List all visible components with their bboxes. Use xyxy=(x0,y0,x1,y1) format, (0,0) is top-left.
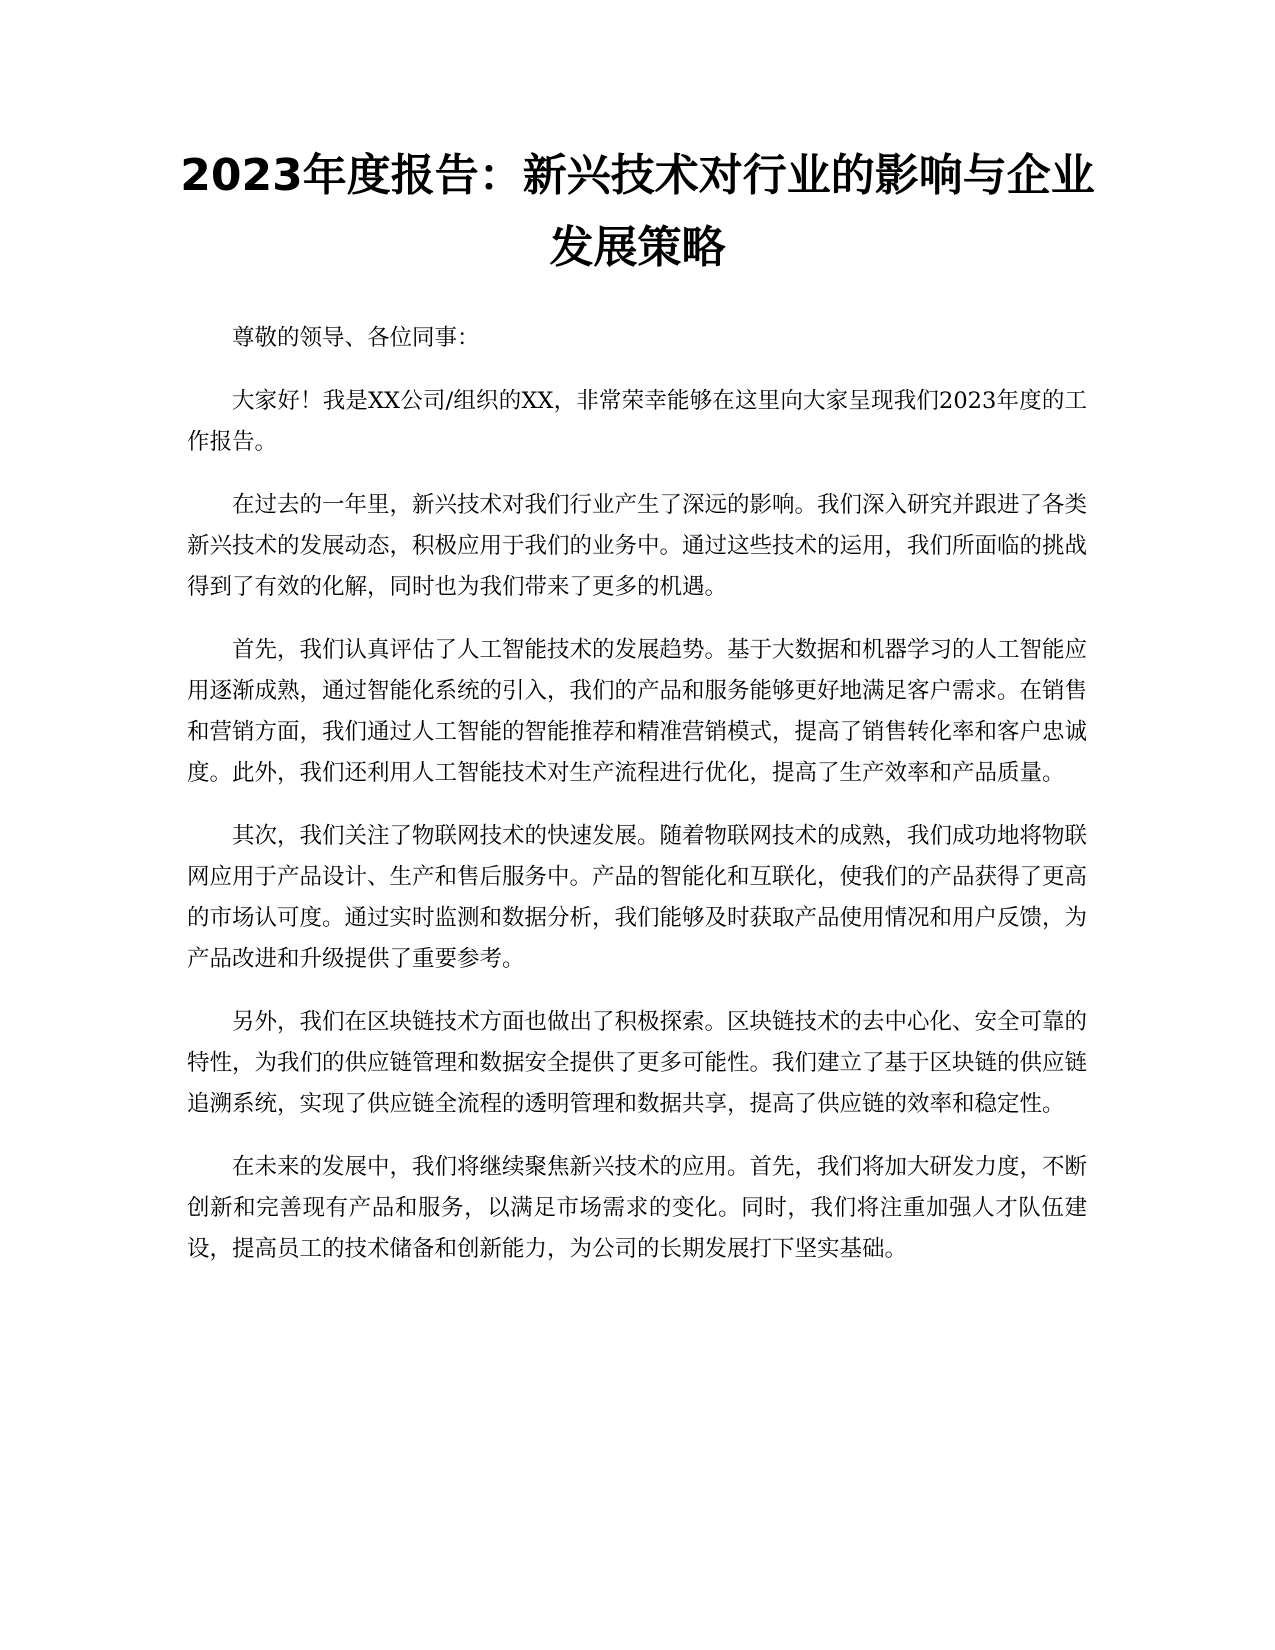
paragraph-ai: 首先，我们认真评估了人工智能技术的发展趋势。基于大数据和机器学习的人工智能应用逐渐成熟，通过智能化系统的引入，我们的产品和服务能够更好地满足客户需求。在销售和营销方面，我们通过人工智能的智能推荐和精准营销模式，提高了销售转化率和客户忠诚度。此外，我们还利用人工智能技术对生产流程进行优化，提高了生产效率和产品质量。 xyxy=(187,637,1088,786)
paragraph-iot: 其次，我们关注了物联网技术的快速发展。随着物联网技术的成熟，我们成功地将物联网应用于产品设计、生产和售后服务中。产品的智能化和互联化，使我们的产品获得了更高的市场认可度。通过实时监测和数据分析，我们能够及时获取产品使用情况和用户反馈，为产品改进和升级提供了重要参考。 xyxy=(187,823,1088,972)
paragraph-blockchain: 另外，我们在区块链技术方面也做出了积极探索。区块链技术的去中心化、安全可靠的特性，为我们的供应链管理和数据安全提供了更多可能性。我们建立了基于区块链的供应链追溯系统，实现了供应链全流程的透明管理和数据共享，提高了供应链的效率和稳定性。 xyxy=(187,1009,1088,1117)
paragraph-future: 在未来的发展中，我们将继续聚焦新兴技术的应用。首先，我们将加大研发力度，不断创新和完善现有产品和服务，以满足市场需求的变化。同时，我们将注重加强人才队伍建设，提高员工的技术储备和创新能力，为公司的长期发展打下坚实基础。 xyxy=(187,1154,1088,1262)
paragraph-overview: 在过去的一年里，新兴技术对我们行业产生了深远的影响。我们深入研究并跟进了各类新兴技术的发展动态，积极应用于我们的业务中。通过这些技术的运用，我们所面临的挑战得到了有效的化解，同时也为我们带来了更多的机遇。 xyxy=(187,492,1088,600)
document-title: 2023年度报告：新兴技术对行业的影响与企业发展策略 xyxy=(180,150,1095,273)
paragraph-salutation: 尊敬的领导、各位同事： xyxy=(232,325,480,351)
paragraph-greeting: 大家好！我是XX公司/组织的XX，非常荣幸能够在这里向大家呈现我们2023年度的工作报告。 xyxy=(187,388,1087,455)
document-body xyxy=(187,318,1087,1292)
